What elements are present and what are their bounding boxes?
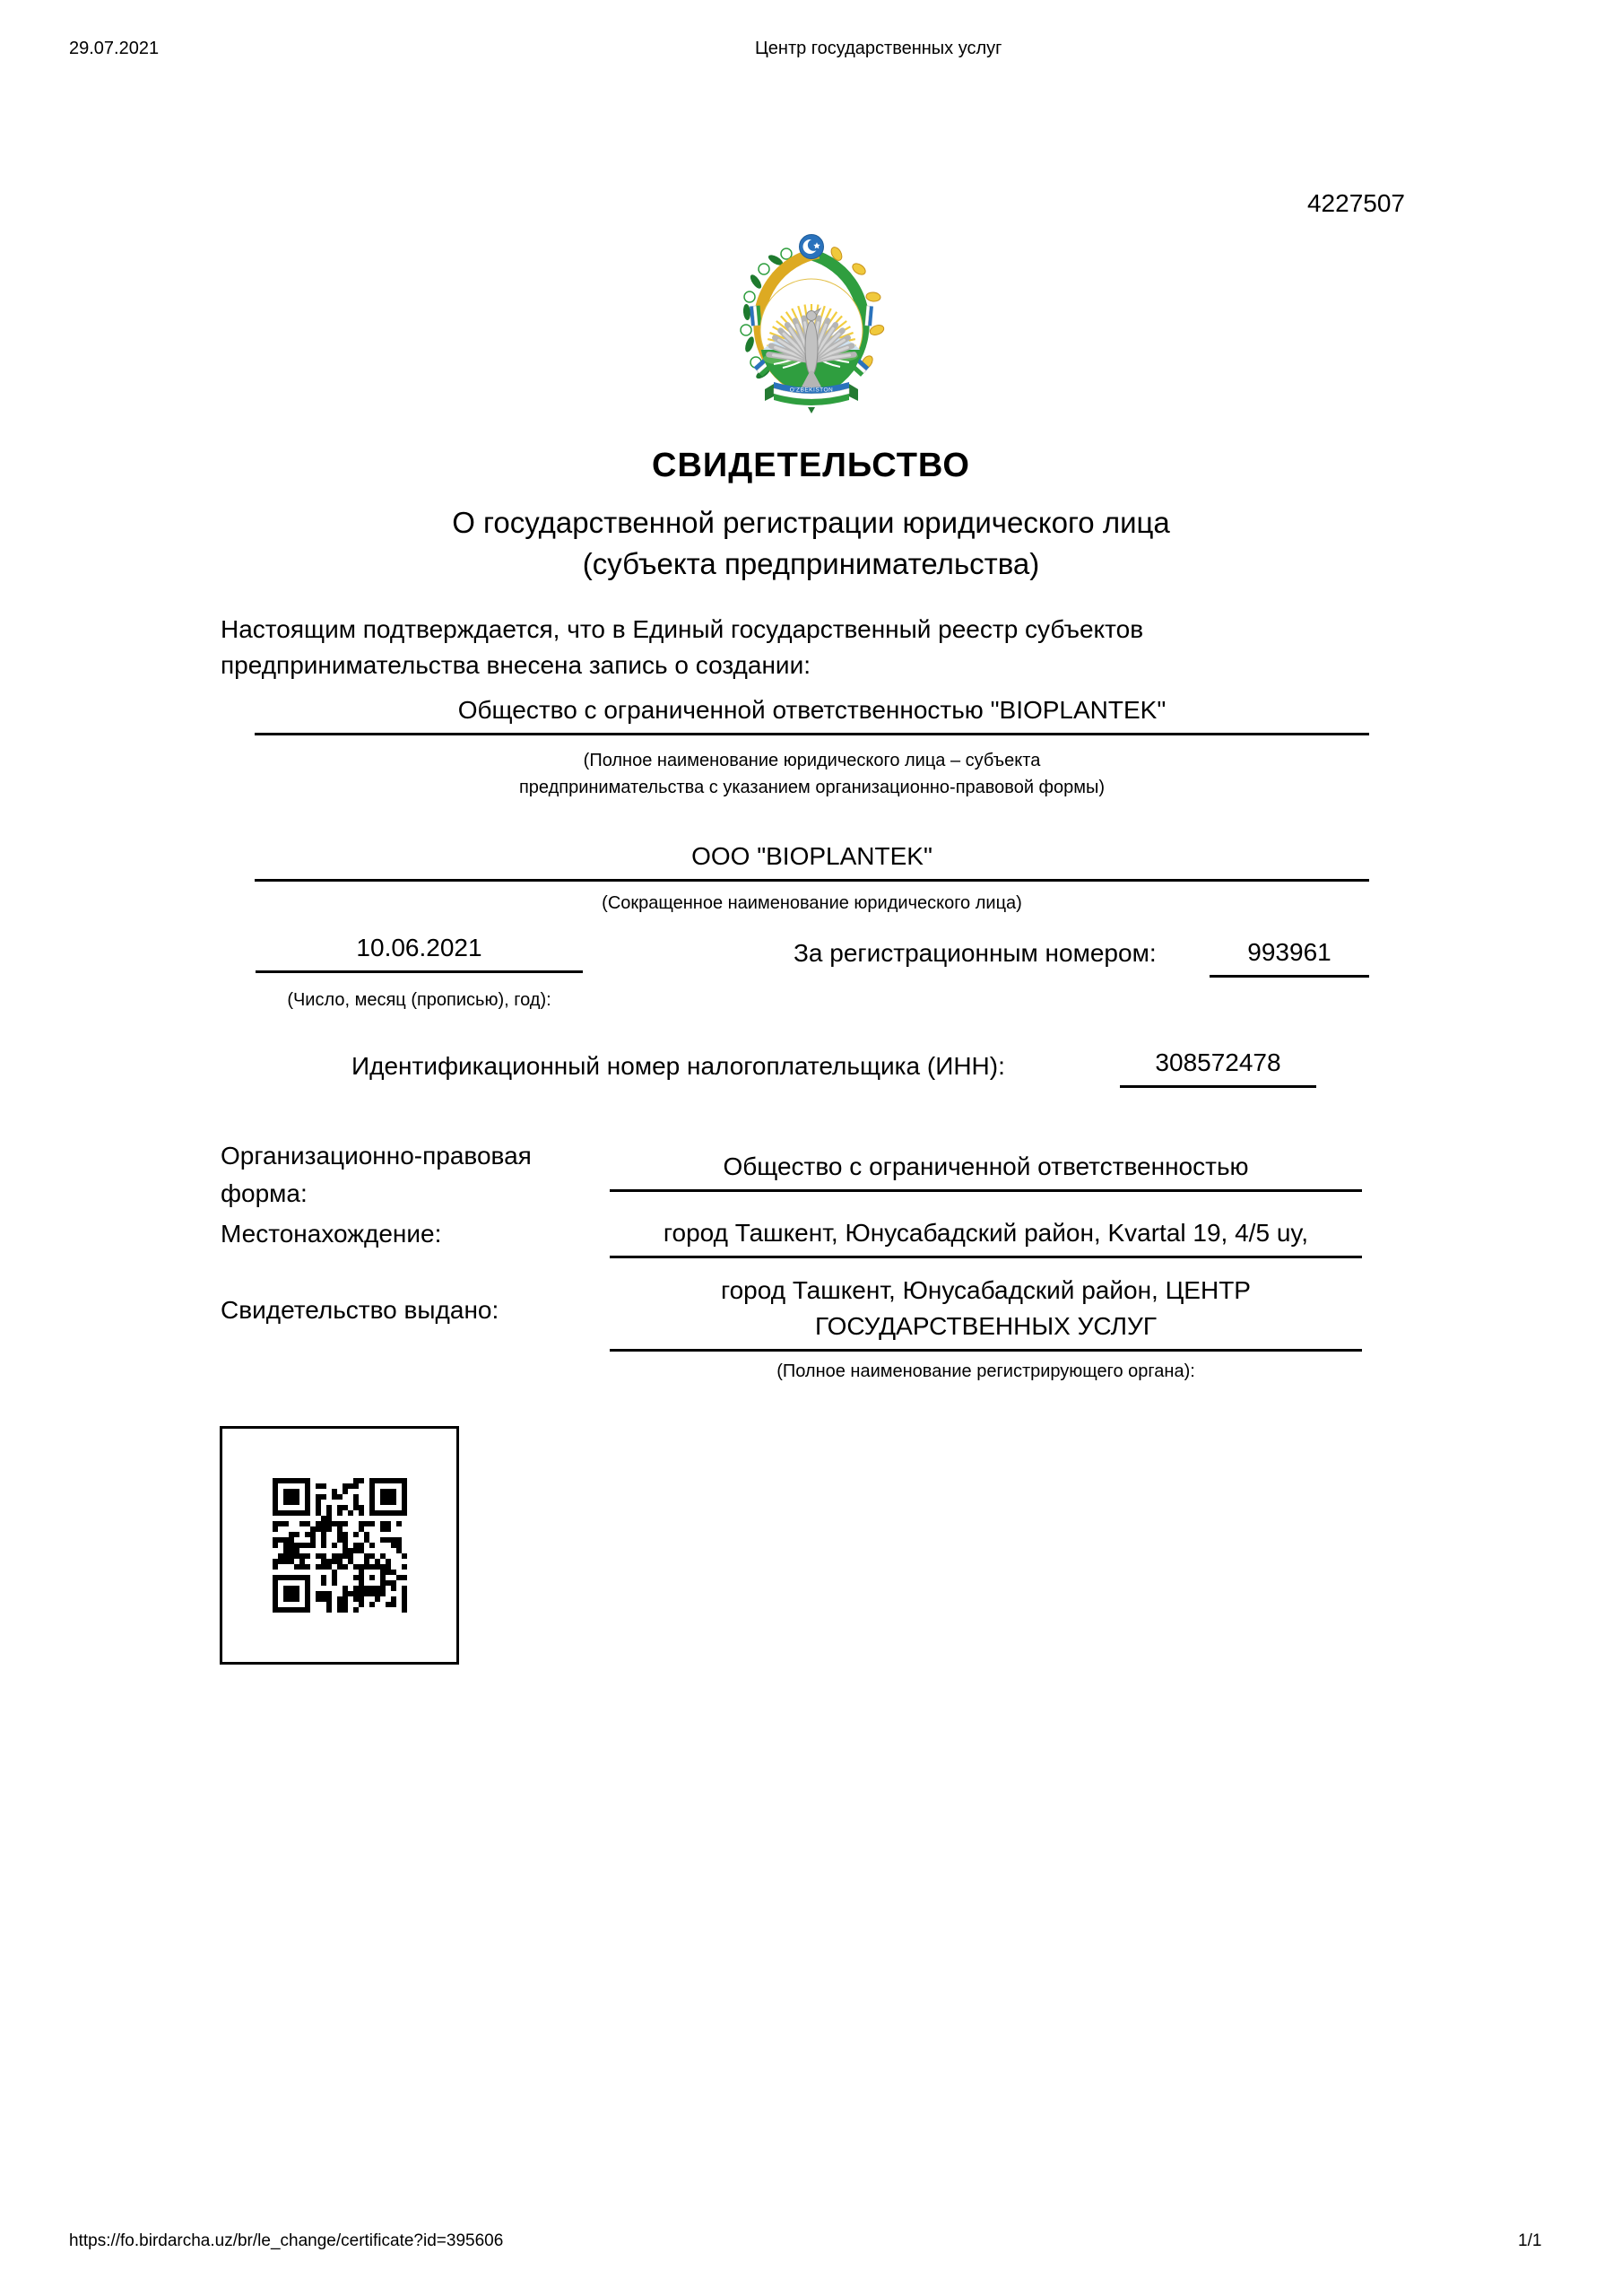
legal-form-value: Общество с ограниченной ответственностью xyxy=(723,1152,1249,1180)
registration-number-value: 993961 xyxy=(1247,938,1331,966)
legal-form-label-line2: форма: xyxy=(221,1179,308,1207)
short-name-caption: (Сокращенное наименование юридического лица) xyxy=(602,893,1022,913)
intro-line1: Настоящим подтверждается, что в Единый государственный реестр субъектов xyxy=(221,615,1144,643)
issued-by-value-line2: ГОСУДАРСТВЕННЫХ УСЛУГ xyxy=(814,1312,1158,1340)
certificate-subtitle-line2: (субъекта предпринимательства) xyxy=(582,547,1040,580)
issued-by-caption: (Полное наименование регистрирующего органа): xyxy=(776,1361,1195,1381)
short-name-value: ООО "BIOPLANTEK" xyxy=(691,842,932,870)
certificate-subtitle-line1: О государственной регистрации юридического лица xyxy=(452,506,1170,539)
document-number: 4227507 xyxy=(1306,189,1405,217)
left-upper-ribbon xyxy=(750,306,761,326)
print-header-title: Центр государственных услуг xyxy=(755,39,1002,58)
certificate-subtitle xyxy=(0,502,1622,585)
location-value: город Ташкент, Юнусабадский район, Kvartal 19, 4/5 uy, xyxy=(663,1219,1309,1247)
issued-by-value-line1: город Ташкент, Юнусабадский район, ЦЕНТР xyxy=(721,1276,1251,1304)
location-field xyxy=(610,1220,1362,1258)
emblem-svg xyxy=(722,230,901,414)
emblem-banner xyxy=(765,382,858,413)
registration-date-value: 10.06.2021 xyxy=(356,934,482,961)
qr-box xyxy=(220,1426,459,1665)
full-name-field xyxy=(255,692,1369,735)
registration-number-field xyxy=(1210,939,1369,978)
location-label: Местонахождение: xyxy=(221,1220,442,1248)
full-name-value: Общество с ограниченной ответственностью "BIOPLANTEK" xyxy=(457,696,1167,724)
issued-by-field xyxy=(610,1274,1362,1352)
emblem-banner-text: O'ZBEKISTON xyxy=(789,387,834,394)
intro-paragraph xyxy=(221,612,1143,683)
full-name-caption xyxy=(255,747,1369,801)
certificate-title: СВИДЕТЕЛЬСТВО xyxy=(652,447,970,484)
right-upper-ribbon xyxy=(862,306,873,326)
legal-form-field xyxy=(610,1153,1362,1192)
print-footer-page-number: 1/1 xyxy=(1518,2231,1542,2250)
qr-code xyxy=(272,1477,408,1613)
inn-label: Идентификационный номер налогоплательщика (ИНН): xyxy=(351,1052,1005,1080)
full-name-caption-line1: (Полное наименование юридического лица – субъекта xyxy=(583,751,1041,770)
registration-number-label: За регистрационным номером: xyxy=(794,939,1157,967)
crescent-star-badge xyxy=(800,235,824,259)
print-header-date: 29.07.2021 xyxy=(69,39,160,58)
intro-line2: предпринимательства внесена запись о создании: xyxy=(221,651,811,679)
legal-form-label xyxy=(221,1137,532,1213)
registration-date-field xyxy=(256,935,583,973)
print-footer-url: https://fo.birdarcha.uz/br/le_change/certificate?id=395606 xyxy=(69,2231,504,2250)
humo-bird-body xyxy=(805,321,818,375)
full-name-caption-line2: предпринимательства с указанием организационно-правовой формы) xyxy=(518,778,1106,797)
registration-date-caption: (Число, месяц (прописью), год): xyxy=(287,990,551,1010)
uzbekistan-emblem-icon xyxy=(722,230,901,414)
short-name-field xyxy=(255,840,1369,882)
issued-by-label: Свидетельство выдано: xyxy=(221,1296,499,1324)
inn-field xyxy=(1120,1049,1316,1088)
legal-form-label-line1: Организационно-правовая xyxy=(221,1142,532,1170)
inn-value: 308572478 xyxy=(1155,1048,1281,1076)
